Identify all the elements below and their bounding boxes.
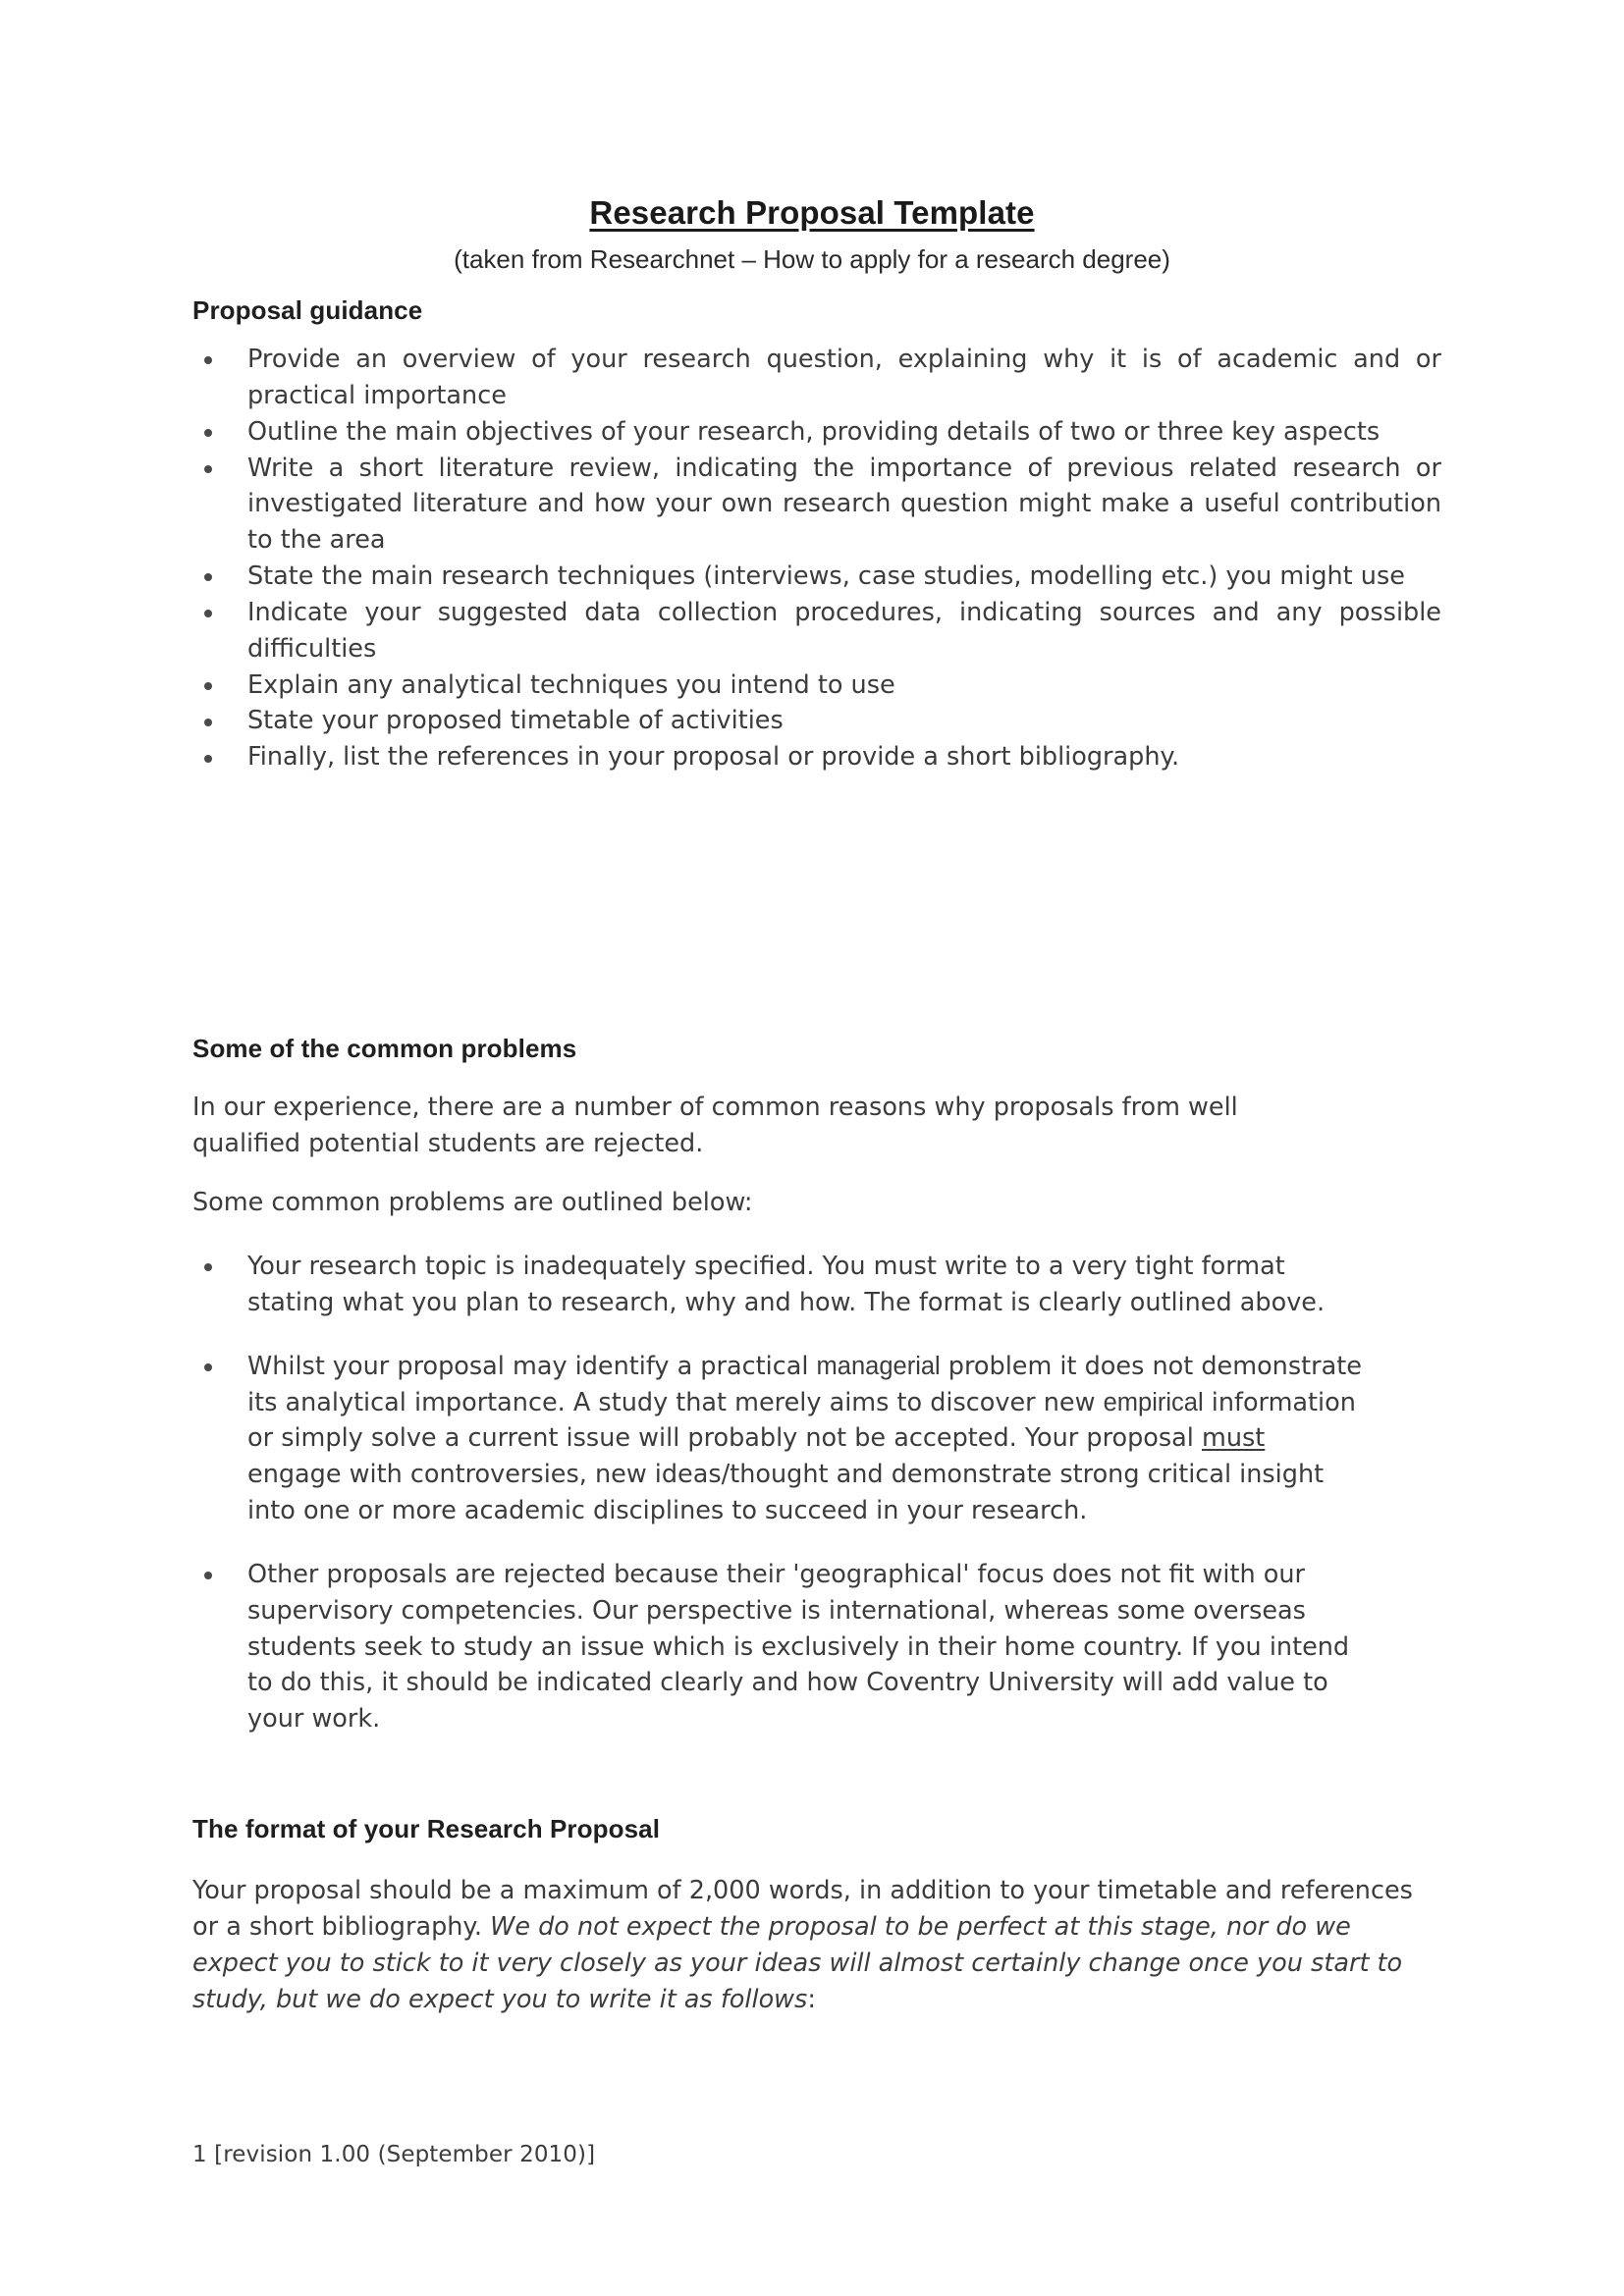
list-item: State the main research techniques (interviews, case studies, modelling etc.) you might use	[192, 559, 1441, 595]
bullet2-text-part4: engage with controversies, new ideas/thought and demonstrate strong critical insight into one or more academic disciplines to succeed in your research.	[247, 1460, 1325, 1526]
guidance-bullet-list-wrap	[192, 342, 1441, 775]
list-item: Finally, list the references in your proposal or provide a short bibliography.	[192, 739, 1441, 775]
format-paragraph-tail: :	[807, 1984, 816, 2014]
bullet2-emphasis-empirical: empirical	[1103, 1388, 1204, 1416]
page-footer: 1 [revision 1.00 (September 2010)]	[192, 2142, 596, 2167]
bullet2-text-part1: Whilst your proposal may identify a practical	[247, 1351, 817, 1381]
section-format	[192, 1814, 1441, 1844]
bullet2-text-part2: problem it does not demonstrate its analytical importance. A study that merely aims to discover new	[247, 1351, 1362, 1417]
list-item: State your proposed timetable of activities	[192, 703, 1441, 739]
bullet2-text-part3: information or simply solve a current issue will probably not be accepted. Your proposal	[247, 1387, 1356, 1454]
format-paragraph	[192, 1873, 1435, 2017]
list-item: Other proposals are rejected because their 'geographical' focus does not fit with our supervisory competencies. Our perspective is international, whereas some overseas students seek to study an issue which is exclusively in their home country. If you intend to do this, it should be indicated clearly and how Coventry University will add value to your work.	[192, 1557, 1366, 1737]
bullet2-emphasis-managerial: managerial	[816, 1352, 941, 1380]
format-paragraph-wrap	[192, 1873, 1435, 2017]
list-item: Indicate your suggested data collection procedures, indicating sources and any possible difficulties	[192, 595, 1441, 667]
format-paragraph-plain: Your proposal should be a maximum of 2,000 words, in addition to your timetable and references or a short bibliography.	[192, 1876, 1413, 1942]
problems-intro-paragraph: In our experience, there are a number of common reasons why proposals from well qualified potential students are rejected.	[192, 1093, 1238, 1158]
guidance-bullet-list	[192, 342, 1441, 775]
heading-format: The format of your Research Proposal	[192, 1814, 661, 1843]
problems-lead-in-wrap	[192, 1185, 1441, 1221]
section-common-problems	[192, 1034, 1441, 1064]
format-paragraph-italic: We do not expect the proposal to be perfect at this stage, nor do we expect you to stick to it very closely as your ideas will almost certainly change once you start to study, but we do expect you to write it as follows	[192, 1911, 1403, 2014]
bullet2-underlined-must: must	[1202, 1423, 1266, 1454]
list-item: Explain any analytical techniques you intend to use	[192, 667, 1441, 704]
heading-common-problems: Some of the common problems	[192, 1034, 577, 1063]
problems-bullet-list	[192, 1249, 1366, 1737]
title-block	[0, 192, 1624, 276]
page-title: Research Proposal Template	[589, 194, 1035, 231]
heading-proposal-guidance: Proposal guidance	[192, 295, 423, 325]
page-subtitle: (taken from Researchnet – How to apply for a research degree)	[454, 244, 1170, 275]
list-item: Your research topic is inadequately specified. You must write to a very tight format stating what you plan to research, why and how. The format is clearly outlined above.	[192, 1249, 1366, 1321]
list-item: Write a short literature review, indicating the importance of previous related research or investigated literature and how your own research question might make a useful contribution to the area	[192, 451, 1441, 560]
list-item	[192, 1349, 1366, 1529]
list-item: Provide an overview of your research question, explaining why it is of academic and or practical importance	[192, 342, 1441, 414]
list-item: Outline the main objectives of your research, providing details of two or three key aspects	[192, 414, 1441, 451]
problems-intro-paragraph-wrap	[192, 1090, 1322, 1162]
problems-bullet-list-wrap	[192, 1249, 1366, 1737]
section-proposal-guidance	[192, 295, 1441, 326]
problems-lead-in: Some common problems are outlined below:	[192, 1188, 753, 1217]
